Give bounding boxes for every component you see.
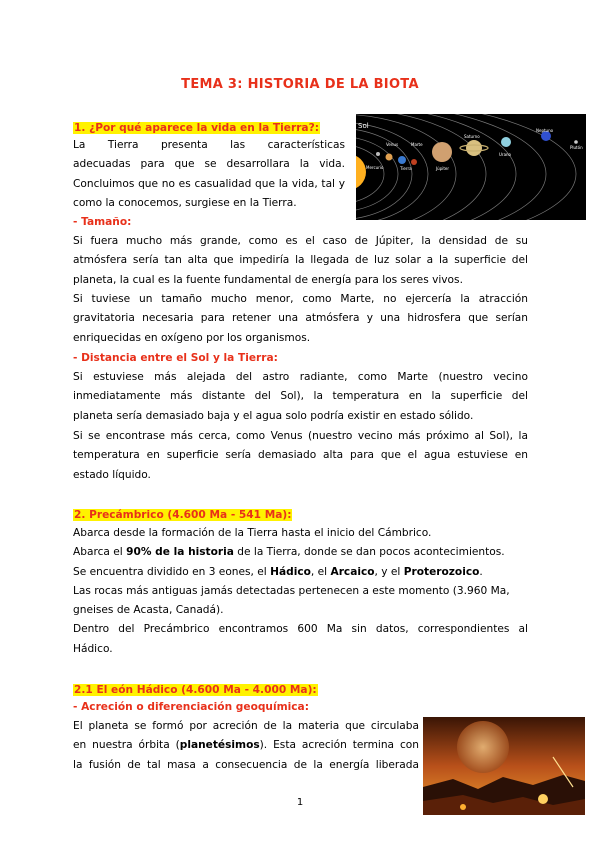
text-line: Hádico. [73, 642, 113, 655]
text-line: Si se encontrase más cerca, como Venus (nuestro vecino más próximo al Sol), la [73, 430, 528, 442]
text-line: atmósfera sería tan alta que impediría la llegada de luz solar a la superficie del [73, 254, 528, 267]
section-1-heading: 1. ¿Por qué aparece la vida en la Tierra?: [74, 122, 319, 134]
text-line: estado líquido. [73, 468, 151, 481]
section-1-intro [73, 136, 345, 213]
text-line [73, 543, 528, 562]
intro-line: como la conocemos, surgiese en la Tierra. [73, 196, 297, 209]
size-heading: - Tamaño: [73, 216, 132, 228]
solar-label-venus: Venus [386, 142, 399, 147]
solar-label-neptuno: Neptuno [536, 128, 554, 133]
text-span: en nuestra órbita ( [73, 739, 180, 752]
text-line [73, 563, 528, 582]
text-line: enriquecidas en oxígeno por los organismos. [73, 331, 311, 344]
eon-proterozoico: Proterozoico [403, 565, 480, 578]
size-heading-wrap [73, 213, 131, 232]
solar-label-mercurio: Mercurio [366, 165, 384, 170]
size-paragraph-1 [73, 232, 528, 290]
section-2-body [73, 524, 528, 659]
text-line [73, 736, 419, 755]
solar-label-sol: Sol [358, 122, 369, 130]
section-2-heading: 2. Precámbrico (4.600 Ma - 541 Ma): [74, 509, 292, 521]
bold-phrase: 90% de la historia [126, 546, 234, 559]
text-line: gneises de Acasta, Canadá). [73, 604, 224, 617]
solar-system-image [356, 114, 586, 220]
page-number: 1 [296, 797, 304, 808]
distance-paragraph-1 [73, 368, 528, 426]
eon-arcaico: Arcaico [330, 565, 375, 578]
solar-label-pluton: Plutón [570, 145, 583, 150]
accretion-heading-wrap [73, 698, 309, 717]
text-span: Abarca el [73, 546, 127, 559]
solar-label-urano: Urano [499, 152, 512, 157]
text-span: ). Esta acreción termina con [259, 739, 419, 752]
text-line: planeta, la cual es la fuente fundamental de energía para los seres vivos. [73, 273, 463, 286]
text-line: inmediatamente más distante del Sol), la temperatura en la superficie del [73, 390, 528, 403]
intro-line: Concluimos que no es casualidad que la vida, tal y [73, 177, 345, 190]
section-1-heading-wrap [73, 119, 320, 137]
text-line: planeta sería demasiado baja y el agua solo podría existir en estado sólido. [73, 409, 474, 422]
page-title: TEMA 3: HISTORIA DE LA BIOTA [181, 77, 419, 92]
text-line: Si tuviese un tamaño mucho menor, como Marte, no ejercería la atracción [73, 293, 528, 305]
solar-label-tierra: Tierra [400, 166, 412, 171]
solar-label-marte: Marte [411, 142, 423, 147]
text-span: Se encuentra dividido en 3 eones, el [73, 565, 271, 578]
text-line: la fusión de tal masa a consecuencia de la energía liberada [73, 758, 419, 771]
text-line: gravitatoria necesaria para retener una atmósfera y una hidrosfera que serían [73, 312, 528, 325]
text-span: , y el [374, 565, 404, 578]
section-2-heading-wrap [73, 506, 292, 524]
text-span: de la Tierra, donde se dan pocos acontecimientos. [233, 546, 505, 559]
distance-heading-wrap [73, 349, 278, 368]
solar-label-saturno: Saturno [464, 134, 480, 139]
section-2-1-body [73, 717, 419, 775]
text-line: Si estuviese más alejada del astro radiante, como Marte (nuestro vecino [73, 371, 528, 383]
text-line: El planeta se formó por acreción de la materia que circulaba [73, 720, 419, 732]
text-line: Las rocas más antiguas jamás detectadas pertenecen a este momento (3.960 Ma, [73, 584, 510, 597]
size-paragraph-2 [73, 290, 528, 348]
text-line: temperatura en superficie sería demasiado alta para que el agua estuviese en [73, 449, 528, 462]
section-2-1-heading-wrap [73, 681, 318, 699]
solar-label-jupiter: Júpiter [436, 166, 450, 171]
accretion-heading: - Acreción o diferenciación geoquímica: [73, 701, 309, 713]
intro-line: adecuadas para que se desarrollara la vida. [73, 158, 345, 171]
text-line: Abarca desde la formación de la Tierra hasta el inicio del Cámbrico. [73, 527, 432, 539]
distance-heading: - Distancia entre el Sol y la Tierra: [73, 352, 278, 364]
text-span: , el [310, 565, 331, 578]
text-span: . [479, 565, 483, 578]
bold-phrase: planetésimos [179, 739, 260, 752]
eon-hadico: Hádico [270, 565, 311, 578]
section-2-1-heading: 2.1 El eón Hádico (4.600 Ma - 4.000 Ma): [74, 684, 317, 696]
text-line: Dentro del Precámbrico encontramos 600 Ma sin datos, correspondientes al [73, 623, 528, 636]
text-line: Si fuera mucho más grande, como es el caso de Júpiter, la densidad de su [73, 235, 528, 247]
distance-paragraph-2 [73, 427, 528, 485]
intro-line: La Tierra presenta las características [73, 139, 345, 151]
